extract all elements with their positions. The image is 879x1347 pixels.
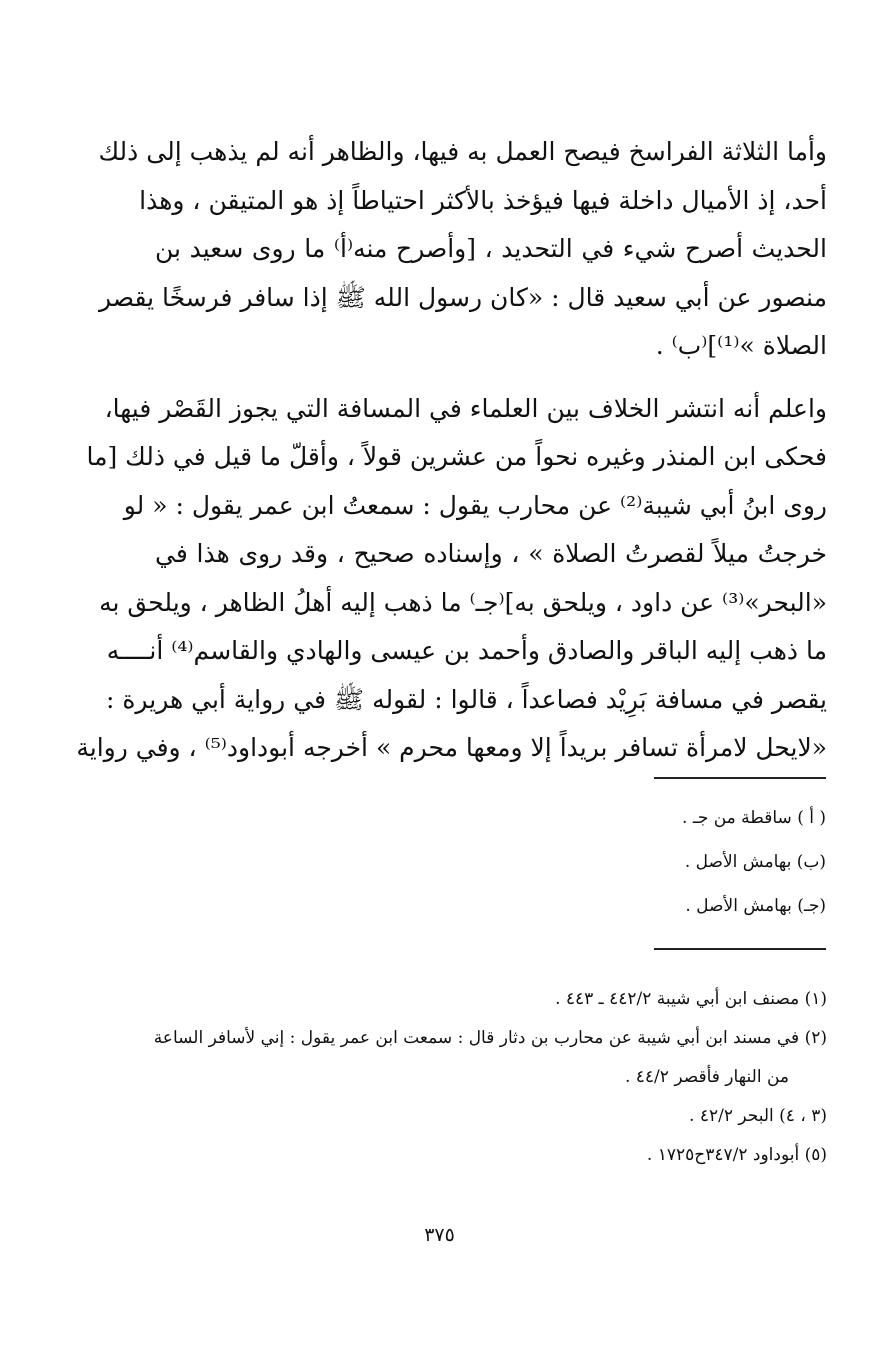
footnote: (٣ ، ٤) البحر ٤٢/٢ . — [689, 1106, 827, 1126]
text-line: «لايحل لامرأة تسافر بريداً إلا ومعها محرم » أخرجه أبوداود⁽⁵⁾ ، وفي رواية — [76, 733, 827, 762]
paragraph-2 — [76, 385, 827, 773]
paragraph-1 — [98, 128, 827, 371]
text-line: الصلاة »⁽¹⁾]⁽ب⁾ . — [655, 331, 827, 360]
footnotes-divider — [654, 948, 826, 950]
text-line: خرجتُ ميلاً لقصرتُ الصلاة » ، وإسناده صحيح ، وقد روى هذا في — [155, 539, 827, 568]
variant-note: (جـ) بهامش الأصل . — [685, 896, 826, 916]
footnote-continuation: من النهار فأقصر ٤٤/٢ . — [624, 1067, 789, 1087]
text-line: واعلم أنه انتشر الخلاف بين العلماء في المسافة التي يجوز القَصْر فيها، — [104, 393, 827, 423]
text-line: يقصر في مسافة بَرِيْد فصاعداً ، قالوا : لقوله ﷺ في رواية أبي هريرة : — [105, 684, 827, 714]
text-line: روى ابنُ أبي شيبة⁽²⁾ عن محارب يقول : سمعتُ ابن عمر يقول : « لو — [123, 490, 827, 520]
variant-note: ( أ ) ساقطة من جـ . — [682, 808, 826, 828]
main-text — [76, 128, 827, 773]
variant-note: (ب) بهامش الأصل . — [684, 852, 826, 872]
footnote: (١) مصنف ابن أبي شيبة ٤٤٢/٢ ـ ٤٤٣ . — [555, 989, 827, 1009]
footnote: (٢) في مسند ابن أبي شيبة عن محارب بن دثار قال : سمعت ابن عمر يقول : إني لأسافر الساعة — [153, 1028, 827, 1048]
page-number: ٣٧٥ — [424, 1224, 455, 1246]
text-line: ما ذهب إليه الباقر والصادق وأحمد بن عيسى والهادي والقاسم⁽⁴⁾ أنــــه — [106, 636, 827, 665]
text-line: الحديث أصرح شيء في التحديد ، [وأصرح منه⁽أ⁾ ما روى سعيد بن — [155, 234, 827, 263]
text-line: أحد، إذ الأميال داخلة فيها فيؤخذ بالأكثر احتياطاً إذ هو المتيقن ، وهذا — [139, 185, 827, 215]
text-line: فحكى ابن المنذر وغيره نحواً من عشرين قولاً ، وأقلّ ما قيل في ذلك [ما — [86, 442, 827, 471]
footnotes — [155, 980, 827, 1175]
variant-notes-divider — [654, 777, 826, 779]
text-line: وأما الثلاثة الفراسخ فيصح العمل به فيها، والظاهر أنه لم يذهب إلى ذلك — [98, 137, 827, 166]
footnote: (٥) أبوداود ٣٤٧/٢ح١٧٢٥ . — [646, 1145, 827, 1165]
variant-notes — [426, 796, 826, 928]
text-line: منصور عن أبي سعيد قال : «كان رسول الله ﷺ إذا سافر فرسخًا يقصر — [98, 282, 827, 312]
text-line: «البحر»⁽³⁾ عن داود ، ويلحق به]⁽جـ⁾ ما ذهب إليه أهلُ الظاهر ، ويلحق به — [99, 587, 827, 617]
